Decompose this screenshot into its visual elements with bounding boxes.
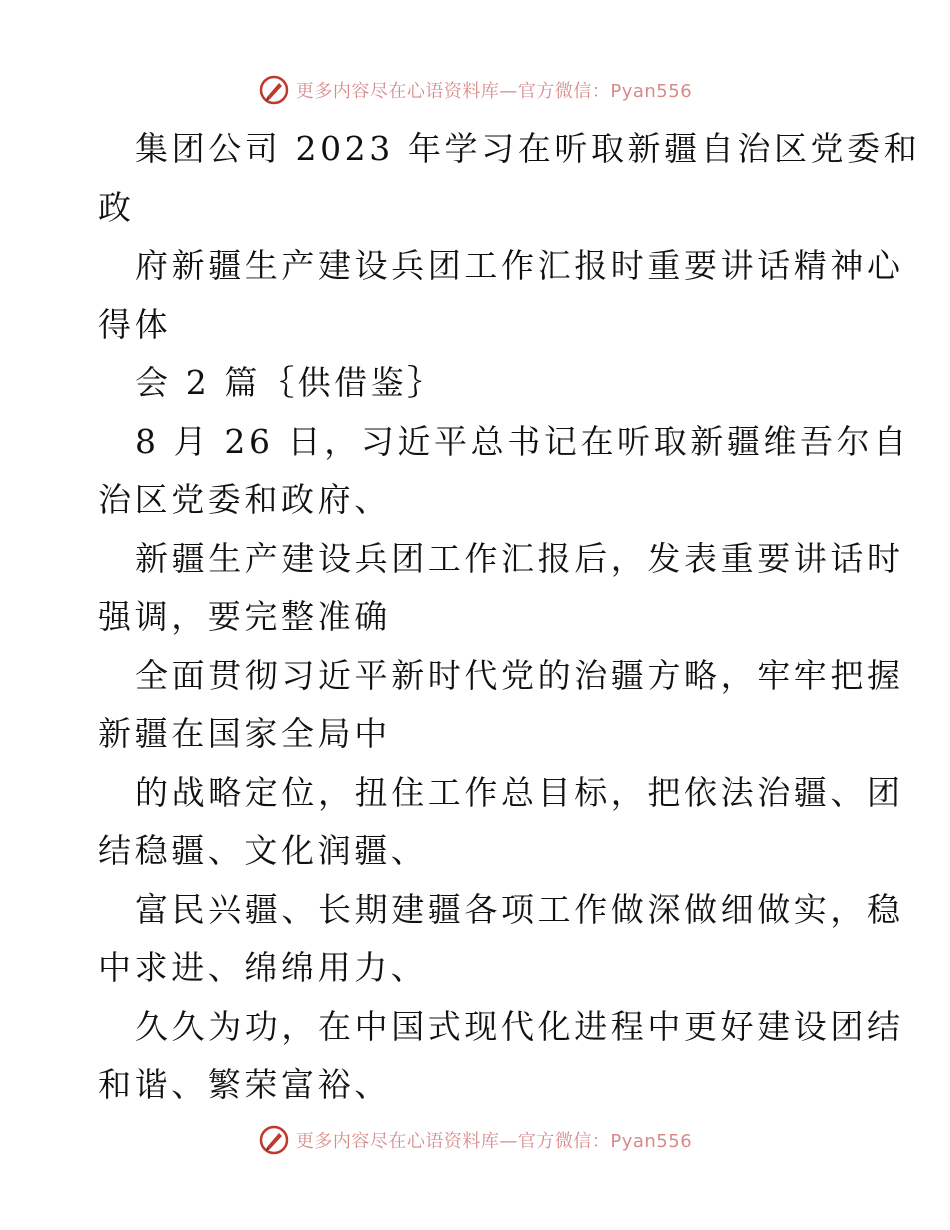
text-line: 治区党委和政府、 [98, 480, 391, 519]
watermark-text: 更多内容尽在心语资料库—官方微信：Pyan556 [295, 1131, 693, 1152]
watermark-footer [0, 1120, 950, 1160]
text-line: 新疆在国家全局中 [98, 714, 391, 753]
text-line: 和谐、繁荣富裕、 [98, 1065, 391, 1104]
text-line: 的战略定位，扭住工作总目标，把依法治疆、团 [135, 772, 904, 812]
text-line: 得体 [98, 304, 172, 344]
red-pen-logo-icon [258, 1124, 290, 1156]
text-line: 强调，要完整准确 [98, 597, 391, 636]
text-line: 结稳疆、文化润疆、 [98, 831, 428, 870]
text-line: 全面贯彻习近平新时代党的治疆方略，牢牢把握 [135, 655, 904, 695]
watermark-header [0, 70, 950, 110]
text-line: 8 月 26 日，习近平总书记在听取新疆维吾尔自 [135, 421, 910, 461]
text-line: 会 2 篇｛供借鉴｝ [135, 363, 444, 402]
text-line: 政 [98, 187, 135, 227]
text-line: 新疆生产建设兵团工作汇报后，发表重要讲话时 [135, 538, 904, 578]
text-line: 集团公司 2023 年学习在听取新疆自治区党委和 [135, 129, 921, 168]
document-body [98, 120, 921, 1115]
text-line: 府新疆生产建设兵团工作汇报时重要讲话精神心 [135, 246, 904, 285]
red-pen-logo-icon [258, 74, 290, 106]
watermark-text: 更多内容尽在心语资料库—官方微信：Pyan556 [295, 81, 693, 102]
text-line: 富民兴疆、长期建疆各项工作做深做细做实，稳 [135, 889, 904, 929]
text-line: 久久为功，在中国式现代化进程中更好建设团结 [135, 1006, 904, 1046]
text-line: 中求进、绵绵用力、 [98, 948, 428, 987]
